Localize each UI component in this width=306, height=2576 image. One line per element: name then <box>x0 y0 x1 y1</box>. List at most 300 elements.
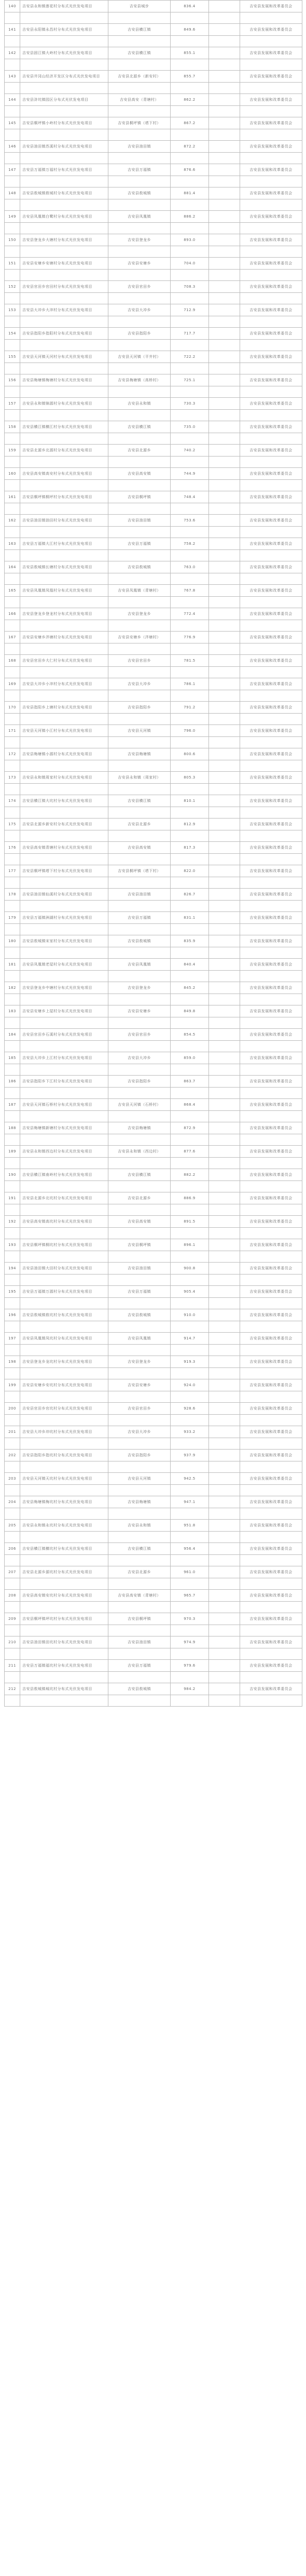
table-row <box>5 1578 302 1590</box>
project-name <box>20 573 108 585</box>
project-name: 吉安县梅塘镇梅塘村分布式光伏发电项目 <box>20 374 108 386</box>
project-approver: 吉安县发展和改革委员会 <box>240 772 302 784</box>
project-date <box>209 515 240 527</box>
row-number: 206 <box>5 1543 20 1555</box>
table-row <box>5 1590 302 1602</box>
project-location: 吉安县万福镇 <box>108 1660 171 1672</box>
project-approver: 吉安县发展和改革委员会 <box>240 1496 302 1508</box>
project-capacity <box>171 433 209 445</box>
project-name: 吉安县井冈山经济开发区分布式光伏发电项目 <box>20 71 108 83</box>
project-date <box>209 1554 240 1566</box>
project-name: 吉安县北源乡北源村分布式光伏发电项目 <box>20 445 108 457</box>
project-location <box>108 292 171 304</box>
project-capacity: 924.0 <box>171 1379 209 1391</box>
project-location: 吉安县横江镇 <box>108 1169 171 1181</box>
project-name: 吉安县永阳镇永昌村分布式光伏发电项目 <box>20 24 108 36</box>
row-number <box>5 596 20 608</box>
row-number: 146 <box>5 141 20 153</box>
project-location <box>108 807 171 819</box>
project-approver <box>240 923 302 935</box>
table-row <box>5 1180 302 1192</box>
project-capacity: 748.4 <box>171 491 209 503</box>
project-date <box>209 246 240 258</box>
project-location <box>108 760 171 772</box>
project-date <box>209 947 240 959</box>
project-approver: 吉安县发展和改革委员会 <box>240 1403 302 1415</box>
project-location <box>108 900 171 912</box>
project-capacity <box>171 1578 209 1590</box>
table-row <box>5 900 302 912</box>
project-location <box>108 1134 171 1146</box>
project-capacity <box>171 947 209 959</box>
project-name <box>20 363 108 374</box>
project-approver <box>240 433 302 445</box>
table-row <box>5 433 302 445</box>
project-date <box>209 573 240 585</box>
table-row <box>5 176 302 187</box>
project-approver: 吉安县发展和改革委员会 <box>240 1216 302 1228</box>
project-date <box>209 258 240 270</box>
project-name <box>20 1017 108 1029</box>
project-name: 吉安县高安镇高安村分布式光伏发电项目 <box>20 468 108 480</box>
project-date <box>209 1146 240 1158</box>
project-location: 吉安县天河镇（平井村） <box>108 351 171 363</box>
table-row <box>5 1367 302 1379</box>
project-capacity: 900.8 <box>171 1263 209 1274</box>
project-date <box>209 71 240 83</box>
project-date <box>209 819 240 830</box>
project-location: 吉安县官田乡 <box>108 655 171 667</box>
project-approver: 吉安县发展和改革委员会 <box>240 1473 302 1485</box>
project-approver <box>240 363 302 374</box>
row-number <box>5 666 20 678</box>
project-name <box>20 549 108 561</box>
table-row <box>5 1286 302 1298</box>
project-approver <box>240 760 302 772</box>
project-name: 吉安县登龙乡中塘村分布式光伏发电项目 <box>20 982 108 994</box>
project-approver <box>240 1531 302 1543</box>
project-approver: 吉安县发展和改革委员会 <box>240 1169 302 1181</box>
row-number: 191 <box>5 1192 20 1204</box>
table-row <box>5 71 302 83</box>
row-number <box>5 1531 20 1543</box>
project-location: 吉安县横江镇 <box>108 795 171 807</box>
project-name: 吉安县指阳乡指阳村分布式光伏发电项目 <box>20 328 108 340</box>
table-row <box>5 1508 302 1520</box>
row-number <box>5 1391 20 1403</box>
project-location: 吉安县油田镇 <box>108 1636 171 1648</box>
project-location: 吉安县敖城镇 <box>108 187 171 199</box>
project-approver: 吉安县发展和改革委员会 <box>240 94 302 106</box>
project-capacity: 893.0 <box>171 234 209 246</box>
row-number: 161 <box>5 491 20 503</box>
row-number <box>5 316 20 328</box>
row-number: 170 <box>5 702 20 714</box>
row-number: 166 <box>5 608 20 620</box>
row-number <box>5 1040 20 1052</box>
project-date <box>209 1333 240 1345</box>
project-capacity <box>171 1531 209 1543</box>
project-name: 吉安县官田乡官坑村分布式光伏发电项目 <box>20 1403 108 1415</box>
project-name <box>20 620 108 632</box>
project-date <box>209 164 240 176</box>
row-number <box>5 1671 20 1683</box>
project-location <box>108 853 171 865</box>
project-approver: 吉安县发展和改革委员会 <box>240 304 302 316</box>
project-approver: 吉安县发展和改革委员会 <box>240 935 302 947</box>
project-capacity <box>171 549 209 561</box>
row-number <box>5 409 20 421</box>
project-approver <box>240 1554 302 1566</box>
project-capacity <box>171 82 209 94</box>
project-name: 吉安县凤凰镇老屋村分布式光伏发电项目 <box>20 959 108 971</box>
row-number: 204 <box>5 1496 20 1508</box>
project-capacity <box>171 923 209 935</box>
project-capacity <box>171 1227 209 1239</box>
project-date <box>209 1005 240 1017</box>
table-row <box>5 853 302 865</box>
project-date <box>209 783 240 795</box>
row-number <box>5 1344 20 1356</box>
project-capacity <box>171 1648 209 1660</box>
project-location: 吉安县万福镇 <box>108 912 171 924</box>
project-capacity <box>171 316 209 328</box>
project-name: 吉安县永和镇锦源村分布式光伏发电项目 <box>20 398 108 410</box>
project-name: 吉安县凤凰镇凤凰村分布式光伏发电项目 <box>20 585 108 597</box>
project-approver: 吉安县发展和改革委员会 <box>240 608 302 620</box>
project-location: 吉安县安塘乡 <box>108 1379 171 1391</box>
project-capacity <box>171 1157 209 1169</box>
table-row <box>5 526 302 538</box>
table-row <box>5 923 302 935</box>
table-row <box>5 1204 302 1216</box>
project-location <box>108 105 171 117</box>
table-row <box>5 842 302 854</box>
row-number <box>5 12 20 24</box>
project-name: 吉安县万福镇福坑村分布式光伏发电项目 <box>20 1660 108 1672</box>
project-approver: 吉安县发展和改革委员会 <box>240 1683 302 1695</box>
row-number: 211 <box>5 1660 20 1672</box>
project-date <box>209 1239 240 1251</box>
project-name: 吉安县登龙乡登龙村分布式光伏发电项目 <box>20 608 108 620</box>
project-date <box>209 82 240 94</box>
row-number: 168 <box>5 655 20 667</box>
project-capacity <box>171 1484 209 1496</box>
table-row <box>5 1660 302 1672</box>
table-row <box>5 105 302 117</box>
project-capacity <box>171 409 209 421</box>
table-row <box>5 281 302 293</box>
project-approver: 吉安县发展和改革委员会 <box>240 1192 302 1204</box>
project-capacity <box>171 176 209 187</box>
project-location <box>108 1064 171 1076</box>
project-location: 吉安县北源乡（新安村） <box>108 71 171 83</box>
project-approver <box>240 666 302 678</box>
project-date <box>209 421 240 433</box>
project-location <box>108 783 171 795</box>
project-approver: 吉安县发展和改革委员会 <box>240 1426 302 1438</box>
table-row <box>5 748 302 760</box>
project-location: 吉安县指阳乡 <box>108 328 171 340</box>
row-number: 164 <box>5 561 20 573</box>
project-capacity: 984.2 <box>171 1683 209 1695</box>
project-location: 吉安县安塘乡 <box>108 1005 171 1017</box>
project-date <box>209 549 240 561</box>
table-row <box>5 819 302 830</box>
row-number: 147 <box>5 164 20 176</box>
project-approver <box>240 12 302 24</box>
table-row <box>5 1484 302 1496</box>
project-location: 吉安县油田镇 <box>108 889 171 901</box>
project-name <box>20 760 108 772</box>
project-location: 吉安县横江镇 <box>108 24 171 36</box>
project-location <box>108 1484 171 1496</box>
project-date <box>209 620 240 632</box>
project-approver <box>240 1274 302 1286</box>
project-approver: 吉安县发展和改革委员会 <box>240 1566 302 1578</box>
project-capacity <box>171 386 209 398</box>
table-row <box>5 1064 302 1076</box>
project-location: 吉安县登龙乡 <box>108 234 171 246</box>
project-approver: 吉安县发展和改革委员会 <box>240 1052 302 1064</box>
project-name <box>20 1367 108 1379</box>
project-name <box>20 456 108 468</box>
row-number <box>5 1438 20 1450</box>
table-row <box>5 632 302 643</box>
row-number <box>5 456 20 468</box>
row-number: 207 <box>5 1566 20 1578</box>
project-date <box>209 234 240 246</box>
project-date <box>209 187 240 199</box>
table-row <box>5 211 302 223</box>
project-approver: 吉安县发展和改革委员会 <box>240 374 302 386</box>
project-name <box>20 1695 108 1707</box>
project-capacity: 822.0 <box>171 865 209 877</box>
project-date <box>209 1543 240 1555</box>
row-number: 151 <box>5 258 20 270</box>
project-date <box>209 994 240 1005</box>
project-name: 吉安县油田镇油田村分布式光伏发电项目 <box>20 515 108 527</box>
row-number <box>5 433 20 445</box>
project-date <box>209 141 240 153</box>
project-location: 吉安县横江镇 <box>108 1543 171 1555</box>
project-location <box>108 1110 171 1122</box>
project-location <box>108 433 171 445</box>
table-row <box>5 12 302 24</box>
project-location <box>108 1391 171 1403</box>
project-name <box>20 713 108 725</box>
project-location <box>108 339 171 351</box>
project-location: 吉安县官田乡 <box>108 1403 171 1415</box>
project-date <box>209 1660 240 1672</box>
project-date <box>209 222 240 234</box>
project-location: 吉安县永和镇 <box>108 1520 171 1532</box>
project-name <box>20 1671 108 1683</box>
project-location: 吉安县北源乡 <box>108 1192 171 1204</box>
project-date <box>209 1192 240 1204</box>
project-location <box>108 1648 171 1660</box>
table-row <box>5 760 302 772</box>
project-capacity: 849.8 <box>171 1005 209 1017</box>
project-date <box>209 328 240 340</box>
project-capacity: 970.3 <box>171 1613 209 1625</box>
project-name <box>20 1204 108 1216</box>
project-location <box>108 947 171 959</box>
row-number <box>5 1087 20 1099</box>
table-row <box>5 1169 302 1181</box>
project-date <box>209 1227 240 1239</box>
project-approver <box>240 176 302 187</box>
project-date <box>209 1274 240 1286</box>
row-number: 153 <box>5 304 20 316</box>
project-capacity <box>171 1321 209 1333</box>
project-approver <box>240 877 302 889</box>
project-capacity: 712.9 <box>171 304 209 316</box>
project-location <box>108 736 171 748</box>
row-number: 193 <box>5 1239 20 1251</box>
project-name <box>20 1508 108 1520</box>
project-approver <box>240 386 302 398</box>
project-name: 吉安县安塘乡上屋村分布式光伏发电项目 <box>20 1005 108 1017</box>
project-capacity: 763.0 <box>171 561 209 573</box>
row-number <box>5 105 20 117</box>
table-row <box>5 1110 302 1122</box>
row-number: 181 <box>5 959 20 971</box>
project-approver <box>240 970 302 982</box>
project-approver <box>240 1157 302 1169</box>
table-row <box>5 1450 302 1461</box>
row-number <box>5 152 20 164</box>
table-row <box>5 1227 302 1239</box>
row-number: 205 <box>5 1520 20 1532</box>
project-capacity: 859.0 <box>171 1052 209 1064</box>
project-capacity: 855.1 <box>171 47 209 59</box>
project-capacity: 817.3 <box>171 842 209 854</box>
row-number: 182 <box>5 982 20 994</box>
project-approver <box>240 1508 302 1520</box>
project-capacity: 735.0 <box>171 421 209 433</box>
row-number: 171 <box>5 725 20 737</box>
project-capacity <box>171 129 209 141</box>
project-name: 吉安县敖城镇长塘村分布式光伏发电项目 <box>20 561 108 573</box>
project-name <box>20 1461 108 1473</box>
table-row <box>5 421 302 433</box>
project-location: 吉安县天河镇（石桥村） <box>108 1099 171 1111</box>
project-location: 吉安县登龙乡 <box>108 1356 171 1368</box>
row-number: 172 <box>5 748 20 760</box>
project-location <box>108 1204 171 1216</box>
project-name <box>20 1414 108 1426</box>
project-approver: 吉安县发展和改革委员会 <box>240 164 302 176</box>
project-location: 吉安县万福镇 <box>108 164 171 176</box>
project-date <box>209 24 240 36</box>
project-date <box>209 853 240 865</box>
project-location: 吉安县万福镇 <box>108 1286 171 1298</box>
project-name: 吉安县桐坪镇坪坑村分布式光伏发电项目 <box>20 1613 108 1625</box>
project-location <box>108 269 171 281</box>
table-row <box>5 1122 302 1134</box>
project-name: 吉安县指阳乡下江村分布式光伏发电项目 <box>20 1076 108 1088</box>
table-row <box>5 152 302 164</box>
project-date <box>209 877 240 889</box>
project-name: 吉安县指阳乡上塘村分布式光伏发电项目 <box>20 702 108 714</box>
project-date <box>209 409 240 421</box>
table-row <box>5 1052 302 1064</box>
table-row <box>5 1134 302 1146</box>
project-approver <box>240 292 302 304</box>
project-approver: 吉安县发展和改革委员会 <box>240 982 302 994</box>
project-approver: 吉安县发展和改革委员会 <box>240 1379 302 1391</box>
project-date <box>209 935 240 947</box>
project-date <box>209 1671 240 1683</box>
project-name: 吉安县安塘乡安坑村分布式光伏发电项目 <box>20 1379 108 1391</box>
table-row <box>5 1636 302 1648</box>
row-number: 188 <box>5 1122 20 1134</box>
project-location <box>108 690 171 702</box>
project-capacity: 919.3 <box>171 1356 209 1368</box>
project-capacity: 800.6 <box>171 748 209 760</box>
row-number <box>5 526 20 538</box>
row-number: 165 <box>5 585 20 597</box>
project-location <box>108 59 171 71</box>
project-capacity: 910.0 <box>171 1309 209 1321</box>
project-name <box>20 479 108 491</box>
project-capacity <box>171 666 209 678</box>
table-row <box>5 129 302 141</box>
project-date <box>209 1309 240 1321</box>
row-number <box>5 82 20 94</box>
table-row <box>5 877 302 889</box>
project-date <box>209 830 240 842</box>
project-name: 吉安县梅塘镇梅坑村分布式光伏发电项目 <box>20 1496 108 1508</box>
project-capacity: 882.2 <box>171 1169 209 1181</box>
project-approver <box>240 994 302 1005</box>
project-date <box>209 702 240 714</box>
project-capacity: 855.7 <box>171 71 209 83</box>
project-approver <box>240 549 302 561</box>
project-location: 吉安县高安镇 <box>108 468 171 480</box>
table-row <box>5 1333 302 1345</box>
row-number: 154 <box>5 328 20 340</box>
project-location <box>108 35 171 47</box>
project-location: 吉安县桐坪镇 <box>108 1239 171 1251</box>
project-name <box>20 666 108 678</box>
project-capacity: 914.7 <box>171 1333 209 1345</box>
project-date <box>209 433 240 445</box>
project-location <box>108 526 171 538</box>
table-row <box>5 1087 302 1099</box>
project-name <box>20 35 108 47</box>
table-row <box>5 187 302 199</box>
row-number <box>5 1227 20 1239</box>
project-location <box>108 666 171 678</box>
project-capacity <box>171 1134 209 1146</box>
project-capacity: 956.4 <box>171 1543 209 1555</box>
row-number: 195 <box>5 1286 20 1298</box>
row-number: 180 <box>5 935 20 947</box>
project-capacity <box>171 292 209 304</box>
table-row <box>5 725 302 737</box>
project-capacity <box>171 456 209 468</box>
row-number <box>5 222 20 234</box>
project-capacity: 849.6 <box>171 24 209 36</box>
project-approver: 吉安县发展和改革委员会 <box>240 1333 302 1345</box>
project-location <box>108 409 171 421</box>
project-capacity: 805.3 <box>171 772 209 784</box>
project-approver <box>240 596 302 608</box>
project-capacity: 796.0 <box>171 725 209 737</box>
table-row <box>5 1625 302 1636</box>
